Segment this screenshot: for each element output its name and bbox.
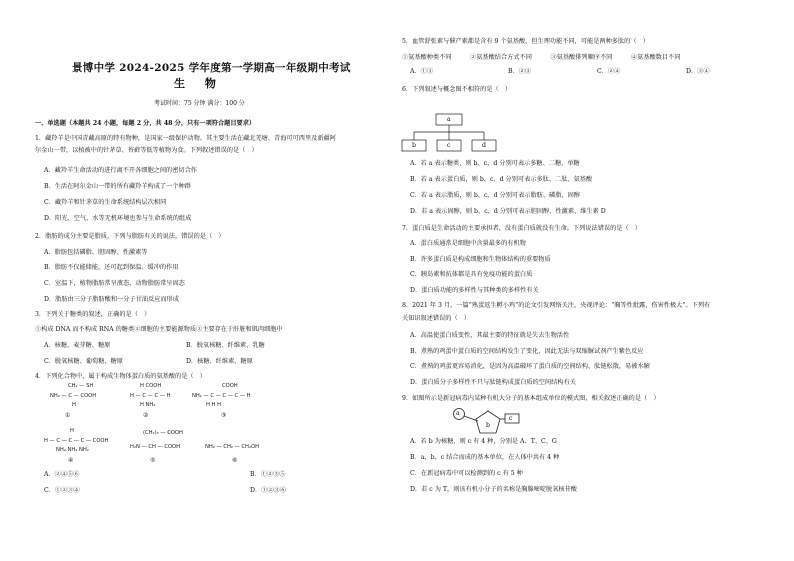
q3-option-b[interactable]: B．脱氧核糖、纤维素、乳糖 xyxy=(186,342,265,349)
q7-stem: 7．蛋白质是生命活动的主要承担者，没有蛋白质就没有生命。下列说法错误的是（ ） xyxy=(402,225,642,232)
formula-2-bottom: H NH₂ xyxy=(140,402,156,408)
q6-option-c[interactable]: C．若 a 表示脂质，则 b、c、d 分别可表示脂肪、磷脂、固醇 xyxy=(410,192,580,199)
q9-option-a[interactable]: A．若 b 为核糖，则 c 有 4 种，分别是 A、T、C、G xyxy=(410,438,557,445)
concept-box-a: a xyxy=(447,116,451,123)
q7-option-b[interactable]: B．许多蛋白质是构成细胞和生物体结构的重要物质 xyxy=(410,256,551,263)
q7-option-d[interactable]: D．蛋白质功能的多样性与其种类的多样性有关 xyxy=(410,287,539,294)
formula-label-3: ③ xyxy=(221,412,227,419)
q2-option-a[interactable]: A．脂肪包括磷脂、胆固醇、性激素等 xyxy=(44,249,148,256)
q5-option-a[interactable]: A．①③ xyxy=(410,68,434,75)
q3-option-d[interactable]: D．核糖、纤维素、糖原 xyxy=(186,358,253,365)
concept-box-c: c xyxy=(447,142,451,149)
diagram-label-b: b xyxy=(486,422,490,429)
q6-option-b[interactable]: B．若 a 表示蛋白质，则 b、c、d 分别可表示多肽、二肽、氨基酸 xyxy=(410,176,593,183)
q2-option-c[interactable]: C．室温下，植物脂肪常呈液态，动物脂肪常呈固态 xyxy=(44,280,185,287)
q5-stem: 5．血管舒张素与催产素都是含有 9 个氨基酸，但生理功能不同，可能是两种多肽的（ ） xyxy=(402,38,649,45)
q5-option-d[interactable]: D．③④ xyxy=(686,68,710,75)
q9-option-c[interactable]: C．在新冠病毒中可以检测到的 c 有 5 种 xyxy=(410,470,523,477)
formula-1-top: CH₂ — SH xyxy=(68,383,94,389)
q9-option-d[interactable]: D．若 c 为 T，则该有机小分子的名称是胸腺嘧啶脱氧核苷酸 xyxy=(410,486,577,493)
formula-2-mid: H — C — C — H xyxy=(130,393,171,399)
q9-stem: 9．如图所示是新冠病毒内某种有机大分子的基本组成单位的模式图，相关叙述正确的是（ ） xyxy=(402,395,660,402)
formula-2-top: H COOH xyxy=(140,383,162,389)
q4-option-a[interactable]: A．②④⑤⑥ xyxy=(44,471,80,478)
formula-label-1: ① xyxy=(65,412,71,419)
q2-option-b[interactable]: B．脂肪不仅能储能，还可起到保温、缓冲的作用 xyxy=(44,264,179,271)
q1-stem-line2: 尔金山一带，以植被中的针茅草、苔藓等低等植物为食。下列叙述错误的是（ ） xyxy=(35,147,258,154)
formula-label-4: ④ xyxy=(68,457,74,464)
formula-label-2: ② xyxy=(143,412,149,419)
q5-option-b[interactable]: B．②③ xyxy=(508,68,532,75)
q2-stem: 2．脂肪的成分主要是脂质，下列与脂肪有关的说法，错误的是（ ） xyxy=(35,233,225,240)
q8-option-d[interactable]: D．蛋白质分子多样性不只与肽链构成蛋白质的空间结构有关 xyxy=(410,379,576,386)
q1-stem-line1: 1．藏羚羊是中国青藏高原的特有物种，是国家一级保护动物。其主要生活在藏北羌塘、青海可可西里及新疆阿 xyxy=(35,135,336,142)
q3-option-c[interactable]: C．脱氧核糖、葡萄糖、糖原 xyxy=(44,358,123,365)
formula-label-5: ⑤ xyxy=(150,457,156,464)
concept-box-b: b xyxy=(412,142,416,149)
q4-option-b[interactable]: B．①②③⑤ xyxy=(250,471,286,478)
formula-5-top: (CH₂)₃ — COOH xyxy=(143,430,183,436)
formula-1-mid: NH₂ — C — COOH xyxy=(50,393,97,399)
formula-3-top: COOH xyxy=(222,383,238,389)
q3-option-a[interactable]: A．核糖、麦芽糖、糖原 xyxy=(44,342,111,349)
q7-option-c[interactable]: C．胰岛素和抗体都是具有免疫功能的蛋白质 xyxy=(410,271,533,278)
q5-sub: ①氨基酸种类不同 ②氨基酸结合方式不同 ③氨基酸排列顺序不同 ④氨基酸数目不同 xyxy=(402,54,681,61)
formula-6: NH₂ — CH₂ — CH₂OH xyxy=(205,444,260,450)
q8-stem-line2: 关知识叙述错误的（ ） xyxy=(402,315,471,322)
formula-4-bottom: NH₂ NH₂ NH₂ xyxy=(56,447,89,453)
formula-4-mid: H — C — C — C — COOH xyxy=(44,438,109,444)
diagram-label-a: a xyxy=(456,410,460,417)
formula-5-bottom: H₂N — CH — COOH xyxy=(130,444,181,450)
concept-box-d: d xyxy=(482,142,486,149)
formula-3-bottom: H H H xyxy=(206,402,222,408)
q5-option-c[interactable]: C．②④ xyxy=(597,68,621,75)
q1-option-b[interactable]: B．生活在阿尔金山一带的所有藏羚羊构成了一个种群 xyxy=(44,183,191,190)
page-title: 景博中学 2024-2025 学年度第一学期高一年级期中考试 xyxy=(72,62,351,74)
formula-label-6: ⑥ xyxy=(232,457,238,464)
formula-1-bottom: H xyxy=(72,402,76,408)
q7-option-a[interactable]: A．蛋白质通常是细胞中含量最多的有机物 xyxy=(410,240,526,247)
q2-option-d[interactable]: D．脂肪由三分子脂肪酸和一分子甘油反应而形成 xyxy=(44,296,179,303)
q3-sub: ①构成 DNA 而不构成 RNA 的糖类②细胞的主要能源物质③主要存在于肝脏和肌肉细胞中 xyxy=(35,326,283,333)
section-heading: 一、单选题（本题共 24 小题，每题 2 分，共 48 分，只有一项符合题目要求） xyxy=(35,120,256,127)
q3-stem: 3．下列关于糖类的叙述，正确的是（ ） xyxy=(35,311,151,318)
q1-option-a[interactable]: A．藏羚羊生命活动的进行离不开各细胞之间的密切合作 xyxy=(44,167,197,174)
q8-stem-line1: 8．2021 年 3 月，一篇“熟蛋返生孵小鸡”的论文引发网络关注，央视评论：“胸等性批露，伤害性极大”。下列有 xyxy=(402,302,711,309)
q8-option-a[interactable]: A．高温使蛋白质变性，其最主要的特征就是失去生物活性 xyxy=(410,332,570,339)
q6-option-a[interactable]: A．若 a 表示糖类，则 b、c、d 分别可表示多糖、二糖、单糖 xyxy=(410,160,580,167)
q4-stem: 4．下列化合物中，属于构成生物体蛋白质的氨基酸的是（ ） xyxy=(35,373,206,380)
q1-option-d[interactable]: D．阳光、空气、水等无机环境也参与生命系统的组成 xyxy=(44,215,192,222)
q6-option-d[interactable]: D．若 a 表示固醇，则 b、c、d 分别可表示胆固醇、性激素、维生素 D xyxy=(410,208,606,215)
subject-title: 生 物 xyxy=(174,77,224,90)
formula-4-top: H xyxy=(70,428,74,434)
q9-option-b[interactable]: B．a、b、c 结合而成的基本单位，在人体中共有 4 种 xyxy=(410,454,560,461)
q6-stem: 6．下列叙述与概念图不相符的是（ ） xyxy=(402,86,512,93)
formula-3-mid: NH₂ — C — C — C — H xyxy=(192,393,251,399)
q8-option-c[interactable]: C．煮熟的鸡蛋更容易消化，是因为高温破坏了蛋白质的空间结构，肽链松散，易被水解 xyxy=(410,363,650,370)
exam-meta: 考试时间：75 分钟 满分：100 分 xyxy=(154,100,245,107)
q4-option-d[interactable]: D．①②③⑥ xyxy=(250,487,286,494)
q4-option-c[interactable]: C．①②③④ xyxy=(44,487,80,494)
nucleotide-diagram xyxy=(448,405,528,437)
q1-option-c[interactable]: C．藏羚羊和针茅草的生命系统结构层次相同 xyxy=(44,199,167,206)
q8-option-b[interactable]: B．煮熟的鸡蛋中蛋白质的空间结构发生了变化，因此无法与双缩脲试剂产生紫色反应 xyxy=(410,348,644,355)
diagram-label-c: c xyxy=(509,415,513,422)
